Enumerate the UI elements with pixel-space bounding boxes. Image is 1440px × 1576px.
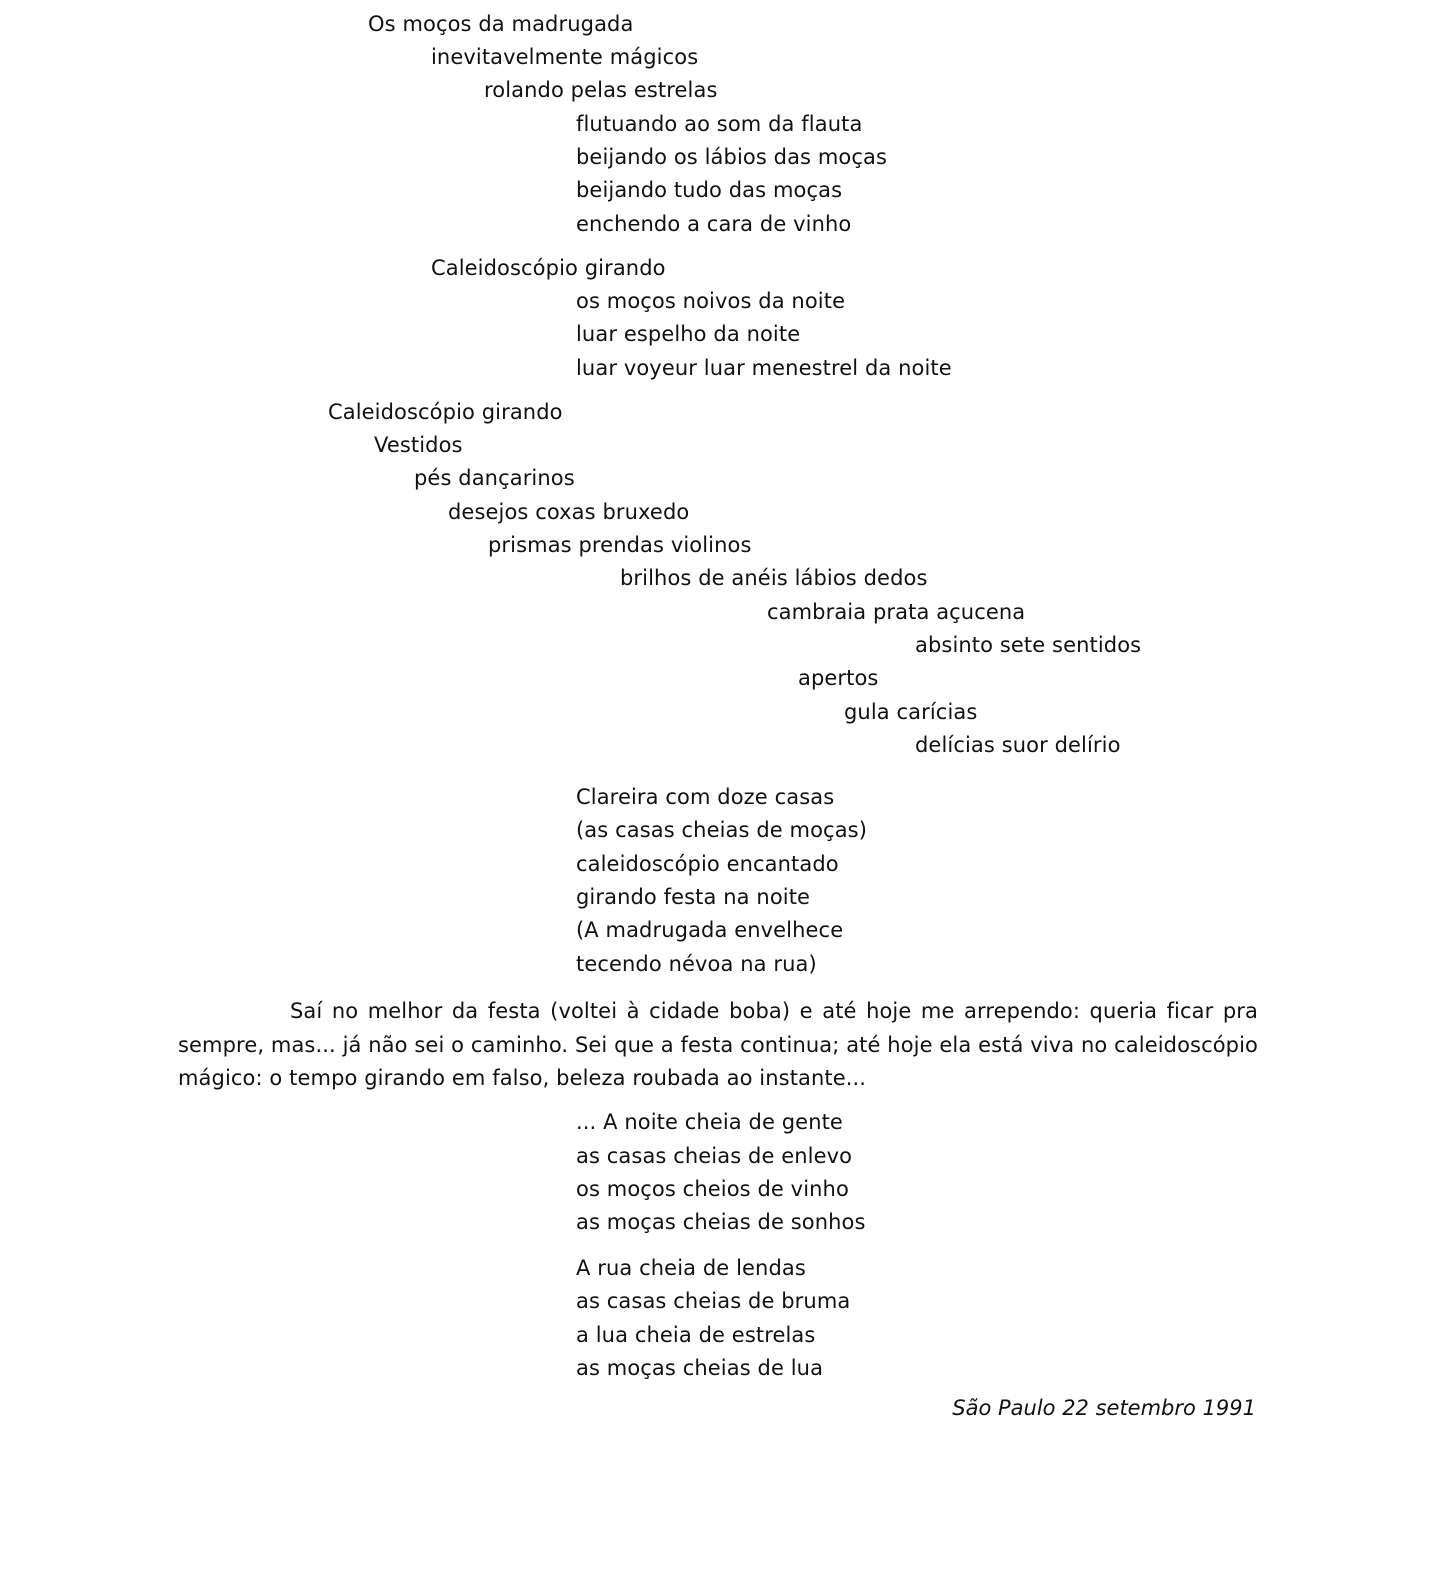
poem-line: cambraia prata açucena (767, 600, 1026, 624)
poem-line: prismas prendas violinos (488, 533, 752, 557)
poem-line: ... A noite cheia de gente (576, 1110, 843, 1134)
poem-line: as moças cheias de lua (576, 1356, 824, 1380)
poem-line: Caleidoscópio girando (431, 256, 666, 280)
poem-line: Clareira com doze casas (576, 785, 835, 809)
poem-line: Os moços da madrugada (368, 12, 634, 36)
poem-line: a lua cheia de estrelas (576, 1323, 816, 1347)
prose-paragraph: Saí no melhor da festa (voltei à cidade boba) e até hoje me arrependo: queria ficar pra sempre, mas... já não sei o caminho. Sei que a festa continua; até hoje ela está viva no caleidoscópio mágico: o tempo girando em falso, beleza roubada ao instante... (178, 999, 1258, 1090)
poem-line: absinto sete sentidos (915, 633, 1142, 657)
poem-line: beijando os lábios das moças (576, 145, 888, 169)
poem-line: tecendo névoa na rua) (576, 952, 817, 976)
poem-line: os moços cheios de vinho (576, 1177, 849, 1201)
poem-line: A rua cheia de lendas (576, 1256, 806, 1280)
poem-line: brilhos de anéis lábios dedos (620, 566, 928, 590)
poem-line: pés dançarinos (414, 466, 575, 490)
poem-line: caleidoscópio encantado (576, 852, 839, 876)
poem-line: Caleidoscópio girando (328, 400, 563, 424)
poem-line: os moços noivos da noite (576, 289, 846, 313)
poem-line: delícias suor delírio (915, 733, 1121, 757)
poem-line: (as casas cheias de moças) (576, 818, 867, 842)
poem-line: rolando pelas estrelas (484, 78, 718, 102)
poem-line: luar espelho da noite (576, 322, 801, 346)
poem-line: desejos coxas bruxedo (448, 500, 690, 524)
place-date-signature: São Paulo 22 setembro 1991 (952, 1396, 1256, 1420)
poem-line: apertos (798, 666, 879, 690)
poem-line: gula carícias (844, 700, 978, 724)
poem-line: as moças cheias de sonhos (576, 1210, 866, 1234)
poem-line: luar voyeur luar menestrel da noite (576, 356, 952, 380)
poem-line: enchendo a cara de vinho (576, 212, 852, 236)
poem-line: flutuando ao som da flauta (576, 112, 863, 136)
poem-line: girando festa na noite (576, 885, 811, 909)
poem-line: as casas cheias de bruma (576, 1289, 851, 1313)
poem-line: as casas cheias de enlevo (576, 1144, 853, 1168)
poem-line: inevitavelmente mágicos (431, 45, 699, 69)
poem-line: (A madrugada envelhece (576, 918, 844, 942)
poem-line: Vestidos (374, 433, 463, 457)
poem-line: beijando tudo das moças (576, 178, 843, 202)
